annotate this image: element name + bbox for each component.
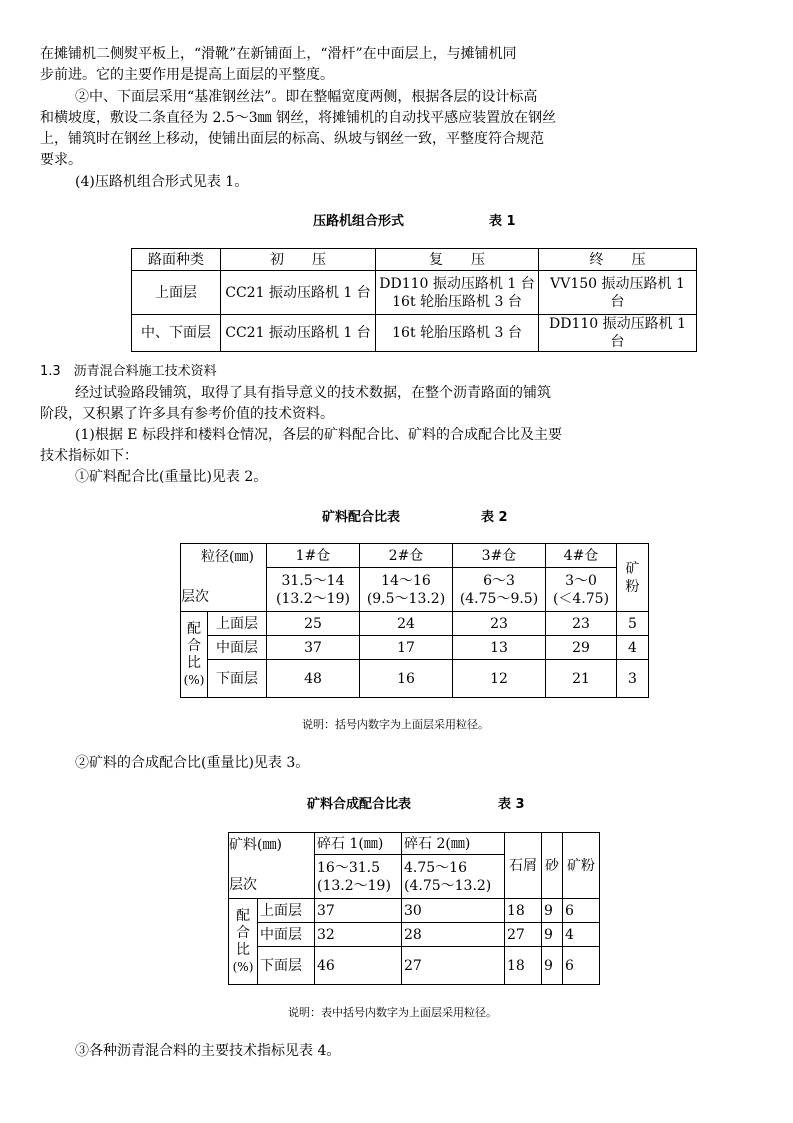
table3-layer: 下面层 — [258, 947, 315, 985]
table2-cell: 25 — [267, 612, 360, 636]
table3-layer: 中面层 — [258, 923, 315, 947]
table1-header-initial: 初 压 — [221, 249, 376, 271]
table1-cell: 上面层 — [132, 271, 221, 315]
table3-cell: 32 — [315, 923, 402, 947]
table3-range-2 — [402, 855, 505, 899]
table2-range-line: 3～0 — [565, 572, 597, 589]
table2-bin-1: 1#仓 — [267, 544, 360, 568]
table3-col-1: 碎石 1(㎜) — [315, 833, 402, 855]
table1-cell: VV150 振动压路机 1 台 — [539, 271, 697, 315]
table2-cell: 23 — [546, 612, 617, 636]
table2-range-2 — [360, 568, 453, 612]
table2-range-3 — [453, 568, 546, 612]
section-line-5: ①矿料配合比(重量比)见表 2。 — [75, 469, 268, 485]
table3-corner-bottom: 层次 — [229, 877, 257, 893]
table2-layer: 下面层 — [208, 660, 267, 698]
table2-range-1 — [267, 568, 360, 612]
table2-range-line: (＜4.75) — [552, 590, 610, 607]
table2-corner-top: 粒径(㎜) — [201, 549, 254, 565]
para-3: ③各种沥青混合料的主要技术指标见表 4。 — [75, 1043, 341, 1059]
table1-cell-line: 16t 轮胎压路机 3 台 — [392, 293, 522, 310]
table2 — [180, 543, 649, 698]
intro-line-7: (4)压路机组合形式见表 1。 — [75, 174, 249, 190]
table2-bin-2: 2#仓 — [360, 544, 453, 568]
intro-line-6: 要求。 — [40, 152, 82, 168]
table2-cell: 23 — [453, 612, 546, 636]
table2-cell: 37 — [267, 636, 360, 660]
table1-cell: CC21 振动压路机 1 台 — [221, 271, 376, 315]
table2-range-line: (9.5～13.2) — [366, 590, 446, 607]
table1-caption: 压路机组合形式 — [313, 214, 405, 229]
table3-cell: 9 — [542, 899, 563, 923]
table3-range-line: 16～31.5 — [317, 859, 380, 876]
intro-line-2: 步前进。它的主要作用是提高上面层的平整度。 — [40, 67, 334, 83]
table3-col-5: 矿粉 — [563, 833, 600, 899]
table2-cell: 48 — [267, 660, 360, 698]
table3-ratio-char: (%) — [232, 959, 254, 974]
table2-cell: 17 — [360, 636, 453, 660]
table3-layer: 上面层 — [258, 899, 315, 923]
table3-cell: 28 — [402, 923, 505, 947]
table2-ratio-label — [181, 612, 208, 698]
table2-range-4 — [546, 568, 617, 612]
table2-ratio-char: (%) — [183, 672, 205, 687]
table3-caption-number: 表 3 — [498, 797, 525, 812]
table2-note: 说明：括号内数字为上面层采用粒径。 — [302, 718, 489, 731]
table2-cell: 4 — [617, 636, 649, 660]
table3-col-3: 石屑 — [505, 833, 542, 899]
table2-range-line: 31.5～14 — [281, 572, 345, 589]
table3-range-line: (13.2～19) — [317, 877, 391, 894]
table3-cell: 9 — [542, 947, 563, 985]
table3-cell: 30 — [402, 899, 505, 923]
table2-range-line: 14～16 — [381, 572, 431, 589]
table2-cell: 13 — [453, 636, 546, 660]
section-line-3: (1)根据 E 标段拌和楼料仓情况，各层的矿料配合比、矿料的合成配合比及主要 — [75, 427, 562, 443]
intro-line-5: 上，铺筑时在钢丝上移动，使铺出面层的标高、纵坡与钢丝一致，平整度符合规范 — [40, 131, 544, 147]
section-line-1: 经过试验路段铺筑，取得了具有指导意义的技术数据，在整个沥青路面的铺筑 — [75, 385, 551, 401]
table1-cell: 16t 轮胎压路机 3 台 — [376, 315, 539, 352]
table1-cell: 中、下面层 — [132, 315, 221, 352]
table3-cell: 46 — [315, 947, 402, 985]
table3-cell: 18 — [505, 899, 542, 923]
table3-cell: 18 — [505, 947, 542, 985]
table2-caption: 矿料配合比表 — [322, 510, 401, 525]
table2-ratio-char: 合 — [187, 637, 201, 654]
table2-cell: 3 — [617, 660, 649, 698]
table3-caption: 矿料合成配合比表 — [307, 797, 412, 812]
table1-caption-number: 表 1 — [489, 214, 516, 229]
table1-cell — [376, 271, 539, 315]
table3-ratio-char: 合 — [236, 924, 250, 941]
table1-cell-line: DD110 振动压路机 1 台 — [379, 275, 535, 292]
table2-cell: 16 — [360, 660, 453, 698]
table3-cell: 27 — [402, 947, 505, 985]
table1 — [131, 248, 697, 352]
table3-cell: 6 — [563, 947, 600, 985]
table2-corner-bottom: 层次 — [181, 589, 209, 605]
table3-cell: 6 — [563, 899, 600, 923]
table3-cell: 4 — [563, 923, 600, 947]
table1-header-type: 路面种类 — [132, 249, 221, 271]
intro-line-4: 和横坡度，敷设二条直径为 2.5～3㎜ 钢丝，将摊铺机的自动找平感应装置放在钢丝 — [40, 110, 557, 126]
table2-cell: 24 — [360, 612, 453, 636]
table3-range-1 — [315, 855, 402, 899]
table2-cell: 21 — [546, 660, 617, 698]
table2-layer: 中面层 — [208, 636, 267, 660]
table3-ratio-char: 配 — [236, 907, 250, 924]
table1-header-secondary: 复 压 — [376, 249, 539, 271]
section-line-2: 阶段，又积累了许多具有参考价值的技术资料。 — [40, 406, 334, 422]
table2-bin-3: 3#仓 — [453, 544, 546, 568]
table1-header-final: 终 压 — [539, 249, 697, 271]
table3-range-line: 4.75～16 — [404, 859, 467, 876]
table2-corner-cell — [181, 544, 267, 612]
table3-col-4: 砂 — [542, 833, 563, 899]
table2-caption-number: 表 2 — [481, 510, 508, 525]
table2-powder-header: 矿粉 — [617, 544, 649, 612]
table3-cell: 9 — [542, 923, 563, 947]
table3-col-2: 碎石 2(㎜) — [402, 833, 505, 855]
table3-corner-top: 矿料(㎜) — [229, 837, 282, 853]
table2-cell: 5 — [617, 612, 649, 636]
para-2: ②矿料的合成配合比(重量比)见表 3。 — [75, 755, 310, 771]
section-heading: 1.3 沥青混合料施工技术资料 — [40, 364, 217, 379]
table2-range-line: (4.75～9.5) — [459, 590, 539, 607]
intro-line-3: ②中、下面层采用“基准钢丝法”。即在整幅宽度两侧，根据各层的设计标高 — [75, 89, 538, 105]
table3-note: 说明：表中括号内数字为上面层采用粒径。 — [288, 1006, 497, 1019]
table2-ratio-char: 比 — [187, 654, 201, 671]
table2-range-line: (13.2～19) — [276, 590, 350, 607]
table2-cell: 29 — [546, 636, 617, 660]
table3-corner-cell — [229, 833, 315, 899]
table3-cell: 37 — [315, 899, 402, 923]
section-line-4: 技术指标如下： — [40, 448, 138, 464]
table3-range-line: (4.75～13.2) — [404, 877, 492, 894]
table3-ratio-label — [229, 899, 258, 985]
table1-cell: DD110 振动压路机 1 台 — [539, 315, 697, 352]
table2-layer: 上面层 — [208, 612, 267, 636]
table3-ratio-char: 比 — [236, 941, 250, 958]
table3-cell: 27 — [505, 923, 542, 947]
table2-bin-4: 4#仓 — [546, 544, 617, 568]
table2-range-line: 6～3 — [483, 572, 515, 589]
intro-line-1: 在摊铺机二侧熨平板上，“滑靴”在新铺面上，“滑杆”在中面层上，与摊铺机同 — [40, 46, 517, 62]
table2-ratio-char: 配 — [187, 620, 201, 637]
table1-cell: CC21 振动压路机 1 台 — [221, 315, 376, 352]
table2-cell: 12 — [453, 660, 546, 698]
table3 — [228, 832, 600, 985]
